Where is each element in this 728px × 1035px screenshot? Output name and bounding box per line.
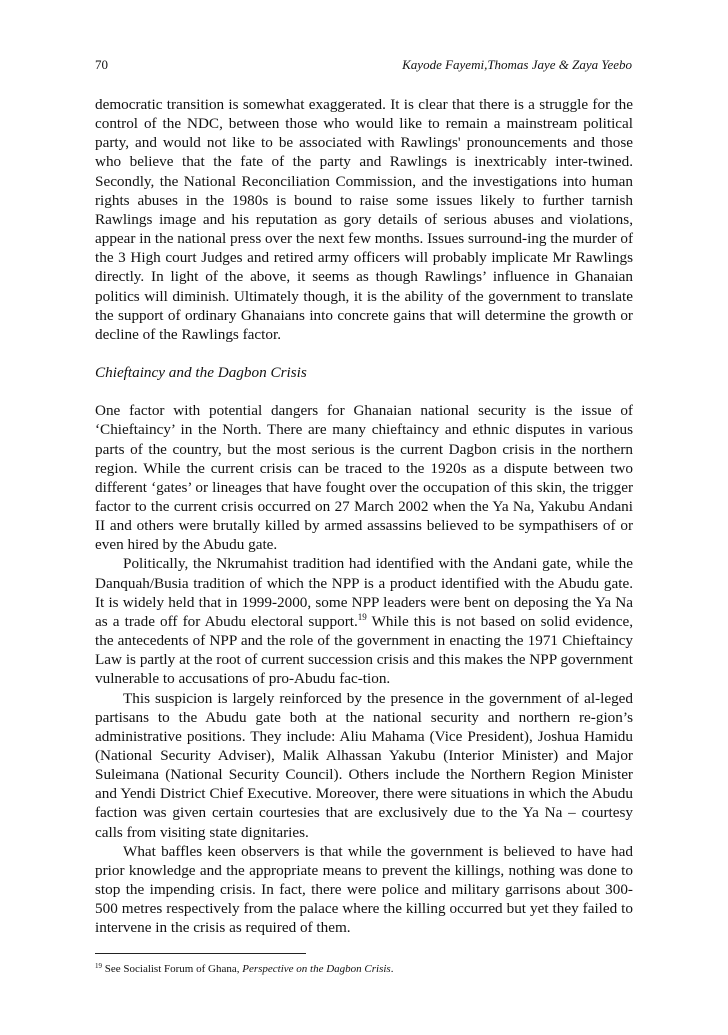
footnote-source-title: Perspective on the Dagbon Crisis	[242, 963, 391, 975]
running-head: Kayode Fayemi,Thomas Jaye & Zaya Yeebo	[402, 57, 632, 72]
footnote-text: See Socialist Forum of Ghana,	[102, 963, 243, 975]
footnote-number: 19	[95, 962, 102, 970]
paragraph-rawlings-factor: democratic transition is somewhat exaggerated. It is clear that there is a struggle for the control of the NDC, between those who would like to remain a mainstream political party, and would not like to be associated with Rawlings' pronouncements and those who believe that the fate of the party and Rawlings is inextricably inter-twined. Secondly, the National Reconciliation Commission, and the investigations into human rights abuses in the 1980s is bound to raise some issues likely to further tarnish Rawlings image and his reputation as gory details of serious abuses and violations, appear in the national press over the next few months. Issues surround-ing the murder of the 3 High court Judges and retired army officers will probably implicate Mr Rawlings directly. In light of the above, it seems as though Rawlings’ influence in Ghanaian politics will diminish. Ultimately though, it is the ability of the government to translate the support of ordinary Ghanaians into concrete gains that will determine the growth or decline of the Rawlings factor.	[95, 96, 633, 343]
footnote-reference[interactable]: 19	[357, 611, 367, 622]
paragraph-text: Politically, the Nkrumahist tradition had identified with the Andani gate, while the Danquah/Busia tradition of which the NPP is a product identified with the Abudu gate. It is widely held that in 1999-2000, some NPP leaders were bent on deposing the Ya Na as a trade off for Abudu electoral support.	[95, 555, 633, 630]
paragraph-political-traditions	[95, 554, 633, 688]
paragraph-chieftaincy-intro: One factor with potential dangers for Ghanaian national security is the issue of ‘Chieftaincy’ in the North. There are many chieftaincy and ethnic disputes in various parts of the country, but the most serious is the current Dagbon crisis in the northern region. While the current crisis can be traced to the 1920s as a dispute between two different ‘gates’ or lineages that have fought over the occupation of this skin, the trigger factor to the current crisis occurred on 27 March 2002 when the Ya Na, Yakubu Andani II and others were brutally killed by armed assassins believed to be sympathisers of or even hired by the Abudu gate.	[95, 402, 633, 554]
page-header	[95, 57, 632, 73]
paragraph-text: While this is not based on solid evidence, the antecedents of NPP and the role of the government in enacting the 1971 Chieftaincy Law is partly at the root of current succession crisis and this makes the NPP government vulnerable to accusations of pro-Abudu fac-tion.	[95, 612, 633, 688]
section-heading: Chieftaincy and the Dagbon Crisis	[95, 364, 307, 382]
footnote-end: .	[390, 963, 394, 975]
paragraph-suspicion: This suspicion is largely reinforced by the presence in the government of al-leged partisans to the Abudu gate both at the national security and northern re-gion’s administrative positions. They include: Aliu Mahama (Vice President), Joshua Hamidu (National Security Adviser), Malik Alhassan Yakubu (Interior Minister) and Major Suleimana (National Security Council). Others include the Northern Region Minister and Yendi District Chief Executive. Moreover, there were situations in which the Abudu faction was given certain courtesies that are exclusively due to the Ya Na – courtesy calls from visiting state dignitaries.	[95, 689, 633, 841]
paragraph-observers: What baffles keen observers is that while the government is believed to have had prior knowledge and the appropriate means to prevent the killings, nothing was done to stop the impending crisis. In fact, there were police and military garrisons about 300-500 metres respectively from the palace where the killing occurred but yet they failed to intervene in the crisis as required of them.	[95, 842, 633, 937]
footnote-divider	[95, 953, 306, 954]
footnote	[95, 962, 633, 976]
page-number: 70	[95, 57, 108, 72]
body-text	[95, 95, 633, 938]
